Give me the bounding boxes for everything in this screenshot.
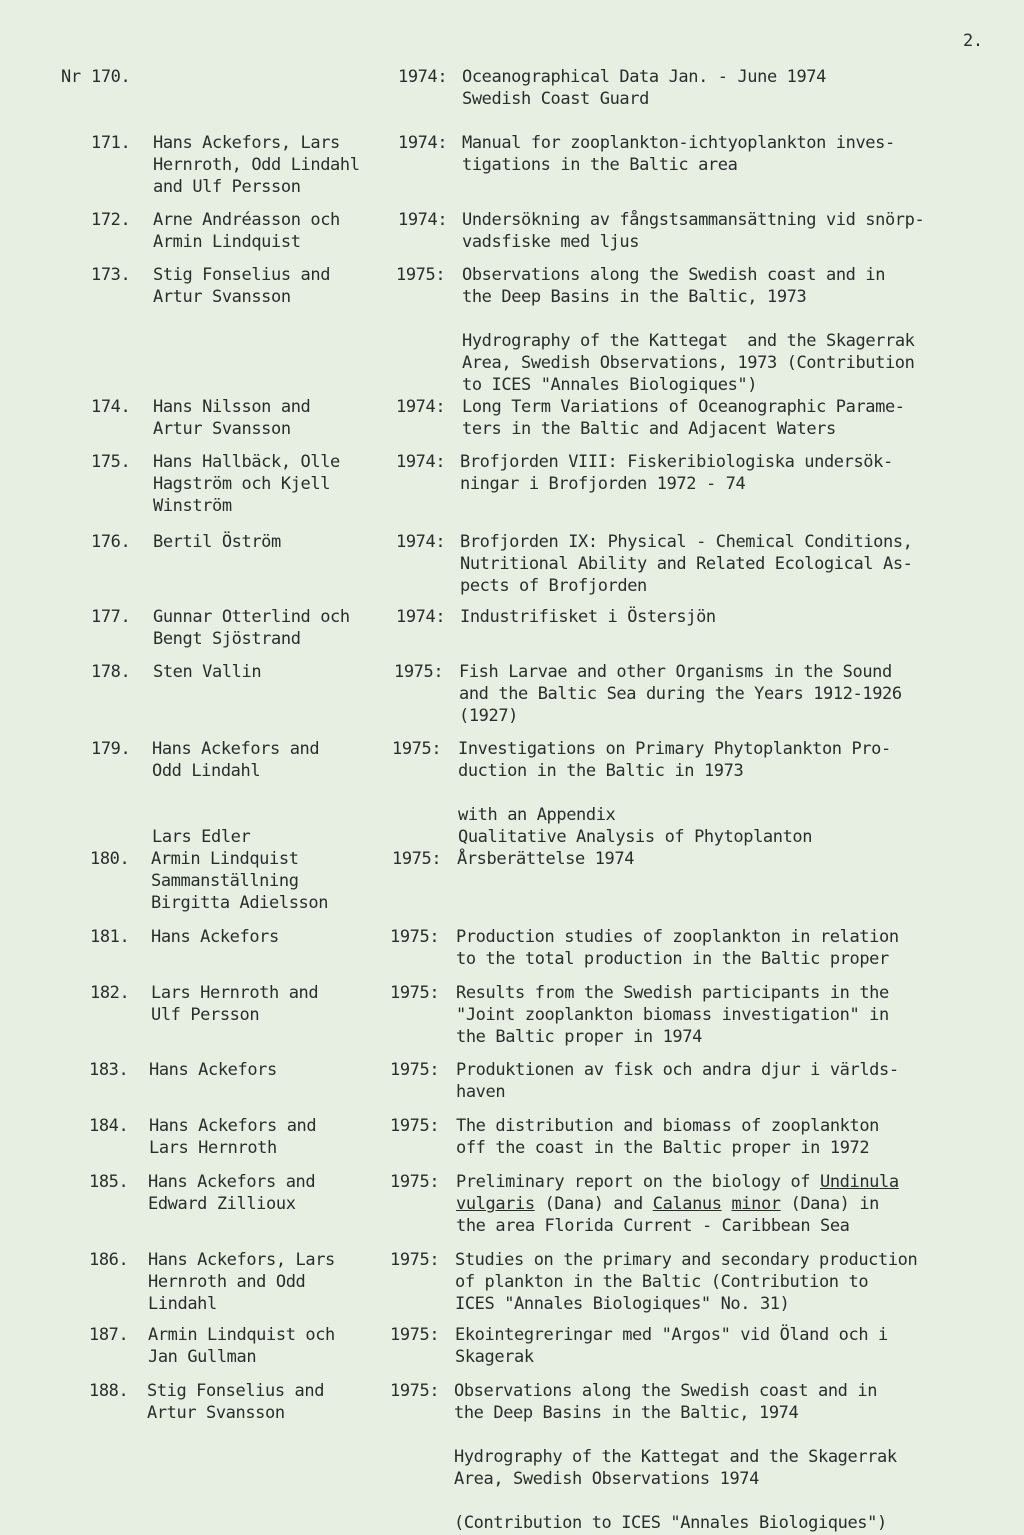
nr-label: Nr xyxy=(61,67,81,87)
entry-title xyxy=(458,738,891,848)
entry-number: 179. xyxy=(91,739,131,759)
entry-year: 1975: xyxy=(390,1325,440,1345)
entry-year: 1975: xyxy=(390,983,440,1003)
title-line: Undersökning av fångstsammansättning vid snörp- xyxy=(462,210,925,230)
entry-number: 175. xyxy=(91,452,131,472)
title-line: Produktionen av fisk och andra djur i världs- xyxy=(456,1060,899,1080)
author-line: Lars Hernroth and xyxy=(151,983,319,1003)
title-line: Fish Larvae and other Organisms in the Sound xyxy=(459,662,892,682)
title-line: the Deep Basins in the Baltic, 1974 xyxy=(454,1403,799,1423)
page-number: 2. xyxy=(963,31,983,51)
title-line: The distribution and biomass of zooplankton xyxy=(456,1116,879,1136)
author-line: Sten Vallin xyxy=(153,662,262,682)
entry-year: 1975: xyxy=(390,1172,440,1192)
title-line: vadsfiske med ljus xyxy=(462,232,640,252)
title-line: Hydrography of the Kattegat and the Skagerrak xyxy=(454,1447,897,1467)
entry-authors xyxy=(148,1324,335,1368)
title-line: Area, Swedish Observations 1974 xyxy=(454,1469,759,1489)
entry-year: 1975: xyxy=(392,739,442,759)
entry-authors xyxy=(153,396,310,440)
title-line: Swedish Coast Guard xyxy=(462,89,649,109)
entry-number: 172. xyxy=(91,210,131,230)
author-line: Hernroth, Odd Lindahl xyxy=(153,155,360,175)
entry-number: 185. xyxy=(89,1172,129,1192)
author-line: Lindahl xyxy=(148,1294,217,1314)
entry-title xyxy=(456,1059,899,1103)
entry-title xyxy=(462,264,915,396)
entry-number: 186. xyxy=(89,1250,129,1270)
title-line: the Deep Basins in the Baltic, 1973 xyxy=(462,287,807,307)
species-name: Undinula xyxy=(819,1172,899,1192)
entry-title xyxy=(456,926,899,970)
entry-year: 1975: xyxy=(394,662,444,682)
author-line: Arne Andréasson och xyxy=(153,210,340,230)
author-line: Artur Svansson xyxy=(147,1403,285,1423)
species-name: vulgaris xyxy=(456,1194,535,1214)
title-line: Observations along the Swedish coast and in xyxy=(462,265,886,285)
entry-title xyxy=(457,848,634,870)
entry-number: 182. xyxy=(90,983,130,1003)
title-line xyxy=(454,1424,897,1446)
entry-title xyxy=(462,396,905,440)
title-line: tigations in the Baltic area xyxy=(462,155,738,175)
entry-number: 176. xyxy=(91,532,131,552)
entry-number: 180. xyxy=(90,849,130,869)
title-line: off the coast in the Baltic proper in 1972 xyxy=(456,1138,870,1158)
author-line: Jan Gullman xyxy=(148,1347,257,1367)
entry-number: 174. xyxy=(91,397,131,417)
entry-number: 177. xyxy=(91,607,131,627)
entry-title xyxy=(462,66,826,110)
author-line: Edward Zillioux xyxy=(148,1194,296,1214)
entry-year: 1975: xyxy=(390,1250,440,1270)
author-line: Hans Hallbäck, Olle xyxy=(153,452,340,472)
author-line: Hans Ackefors and xyxy=(152,739,320,759)
author-line: Gunnar Otterlind och xyxy=(153,607,350,627)
entry-title xyxy=(459,661,902,727)
entry-authors xyxy=(152,738,319,848)
title-line: to the total production in the Baltic proper xyxy=(456,949,889,969)
title-line: Manual for zooplankton-ichtyoplankton inves- xyxy=(462,133,895,153)
author-line: Hernroth and Odd xyxy=(148,1272,306,1292)
title-line: Ekointegreringar med "Argos" vid Öland och i xyxy=(455,1325,888,1345)
entry-year: 1974: xyxy=(396,452,446,472)
author-line: Artur Svansson xyxy=(153,287,291,307)
title-line: pects of Brofjorden xyxy=(460,576,647,596)
entry-title xyxy=(456,982,889,1048)
entry-authors xyxy=(148,1171,315,1215)
entry-number: 184. xyxy=(89,1116,129,1136)
author-line: Hans Nilsson and xyxy=(153,397,311,417)
title-line: Skagerak xyxy=(455,1347,534,1367)
title-line: Hydrography of the Kattegat and the Skagerrak xyxy=(462,331,915,351)
entry-authors xyxy=(151,982,318,1026)
author-line xyxy=(152,804,319,826)
title-line: Oceanographical Data Jan. - June 1974 xyxy=(462,67,826,87)
author-line: Lars Edler xyxy=(152,827,251,847)
title-line xyxy=(458,782,891,804)
author-line: Hans Ackefors, Lars xyxy=(153,133,340,153)
entry-year: 1974: xyxy=(396,532,446,552)
author-line: Hans Ackefors and xyxy=(148,1172,316,1192)
entry-authors xyxy=(148,1249,335,1315)
author-line: Armin Lindquist xyxy=(151,849,299,869)
entry-number: 178. xyxy=(91,662,131,682)
author-line: Hans Ackefors xyxy=(151,927,279,947)
title-line: (1927) xyxy=(459,706,519,726)
entry-authors xyxy=(149,1059,277,1081)
entry-year: 1975: xyxy=(390,927,440,947)
entry-authors xyxy=(153,264,330,308)
entry-authors xyxy=(147,1380,324,1424)
author-line: Hans Ackefors and xyxy=(149,1116,317,1136)
title-line: Årsberättelse 1974 xyxy=(457,849,635,869)
entry-authors xyxy=(153,606,350,650)
entry-authors xyxy=(153,209,340,253)
entry-year: 1975: xyxy=(390,1116,440,1136)
entry-number: 188. xyxy=(89,1381,129,1401)
title-line: and the Baltic Sea during the Years 1912-1926 xyxy=(459,684,902,704)
entry-title xyxy=(460,531,913,597)
entry-year: 1975: xyxy=(390,1381,440,1401)
author-line: Lars Hernroth xyxy=(149,1138,277,1158)
entry-title xyxy=(454,1380,897,1534)
title-line xyxy=(454,1490,897,1512)
entry-authors xyxy=(151,848,328,914)
title-line: of plankton in the Baltic (Contribution to xyxy=(455,1272,869,1292)
entry-year: 1975: xyxy=(392,849,442,869)
title-line: ters in the Baltic and Adjacent Waters xyxy=(462,419,836,439)
title-line: Nutritional Ability and Related Ecological As- xyxy=(460,554,913,574)
entry-title xyxy=(460,451,893,495)
entry-title xyxy=(455,1249,917,1315)
author-line: Sammanställning xyxy=(151,871,299,891)
title-line: Qualitative Analysis of Phytoplanton xyxy=(458,827,813,847)
entry-authors xyxy=(153,661,261,683)
author-line: Hans Ackefors, Lars xyxy=(148,1250,335,1270)
entry-year: 1974: xyxy=(398,133,448,153)
species-name: minor xyxy=(731,1194,781,1214)
entry-number: 187. xyxy=(89,1325,129,1345)
entry-year: 1974: xyxy=(398,210,448,230)
title-line: Production studies of zooplankton in relation xyxy=(456,927,899,947)
author-line: Winström xyxy=(153,496,232,516)
author-line: Odd Lindahl xyxy=(152,761,261,781)
entry-number: 183. xyxy=(89,1060,129,1080)
author-line xyxy=(152,782,319,804)
author-line: Armin Lindquist xyxy=(153,232,301,252)
title-line: to ICES "Annales Biologiques") xyxy=(462,375,758,395)
title-line: Brofjorden IX: Physical - Chemical Conditions, xyxy=(460,532,913,552)
entry-title xyxy=(455,1324,888,1368)
entry-title xyxy=(462,132,895,176)
entry-authors xyxy=(149,1115,316,1159)
author-line: Stig Fonselius and xyxy=(147,1381,325,1401)
title-line: the Baltic proper in 1974 xyxy=(456,1027,702,1047)
entry-authors xyxy=(153,531,281,553)
title-line: with an Appendix xyxy=(458,805,616,825)
author-line: Birgitta Adielsson xyxy=(151,893,329,913)
entry-title xyxy=(462,209,924,253)
entry-year: 1975: xyxy=(390,1060,440,1080)
title-line: Observations along the Swedish coast and in xyxy=(454,1381,878,1401)
title-line: the area Florida Current - Caribbean Sea xyxy=(456,1216,850,1236)
entry-authors xyxy=(153,132,360,198)
title-line: Brofjorden VIII: Fiskeribiologiska undersök- xyxy=(460,452,893,472)
entry-year: 1974: xyxy=(396,607,446,627)
title-line xyxy=(462,308,915,330)
title-line: "Joint zooplankton biomass investigation" in xyxy=(456,1005,889,1025)
author-line: Bengt Sjöstrand xyxy=(153,629,301,649)
author-line: and Ulf Persson xyxy=(153,177,301,197)
entry-title xyxy=(460,606,716,628)
entry-authors xyxy=(151,926,279,948)
entry-title xyxy=(456,1115,879,1159)
title-line: ningar i Brofjorden 1972 - 74 xyxy=(460,474,746,494)
title-line: Studies on the primary and secondary production xyxy=(455,1250,918,1270)
title-line: Preliminary report on the biology of Undinula xyxy=(456,1172,899,1192)
entry-title xyxy=(456,1171,899,1237)
title-line: (Contribution to ICES "Annales Biologiques") xyxy=(454,1513,887,1533)
author-line: Bertil Öström xyxy=(153,532,281,552)
title-line: Results from the Swedish participants in the xyxy=(456,983,889,1003)
entry-number: 173. xyxy=(91,265,131,285)
title-line: Long Term Variations of Oceanographic Parame- xyxy=(462,397,905,417)
title-line: duction in the Baltic in 1973 xyxy=(458,761,744,781)
entry-year: 1974: xyxy=(396,397,446,417)
entry-number: 181. xyxy=(90,927,130,947)
entry-number: 170. xyxy=(91,67,131,87)
author-line: Armin Lindquist och xyxy=(148,1325,335,1345)
title-line: vulgaris (Dana) and Calanus minor (Dana) in xyxy=(456,1194,880,1214)
entry-authors xyxy=(153,451,340,517)
entry-year: 1974: xyxy=(398,67,448,87)
entry-number: 171. xyxy=(91,133,131,153)
entry-year: 1975: xyxy=(396,265,446,285)
title-line: Area, Swedish Observations, 1973 (Contribution xyxy=(462,353,915,373)
title-line: haven xyxy=(456,1082,506,1102)
author-line: Hans Ackefors xyxy=(149,1060,277,1080)
title-line: Investigations on Primary Phytoplankton Pro- xyxy=(458,739,891,759)
species-name: Calanus xyxy=(652,1194,722,1214)
author-line: Stig Fonselius and xyxy=(153,265,331,285)
title-line: ICES "Annales Biologiques" No. 31) xyxy=(455,1294,790,1314)
title-line: Industrifisket i Östersjön xyxy=(460,607,716,627)
author-line: Ulf Persson xyxy=(151,1005,260,1025)
author-line: Artur Svansson xyxy=(153,419,291,439)
author-line: Hagström och Kjell xyxy=(153,474,331,494)
